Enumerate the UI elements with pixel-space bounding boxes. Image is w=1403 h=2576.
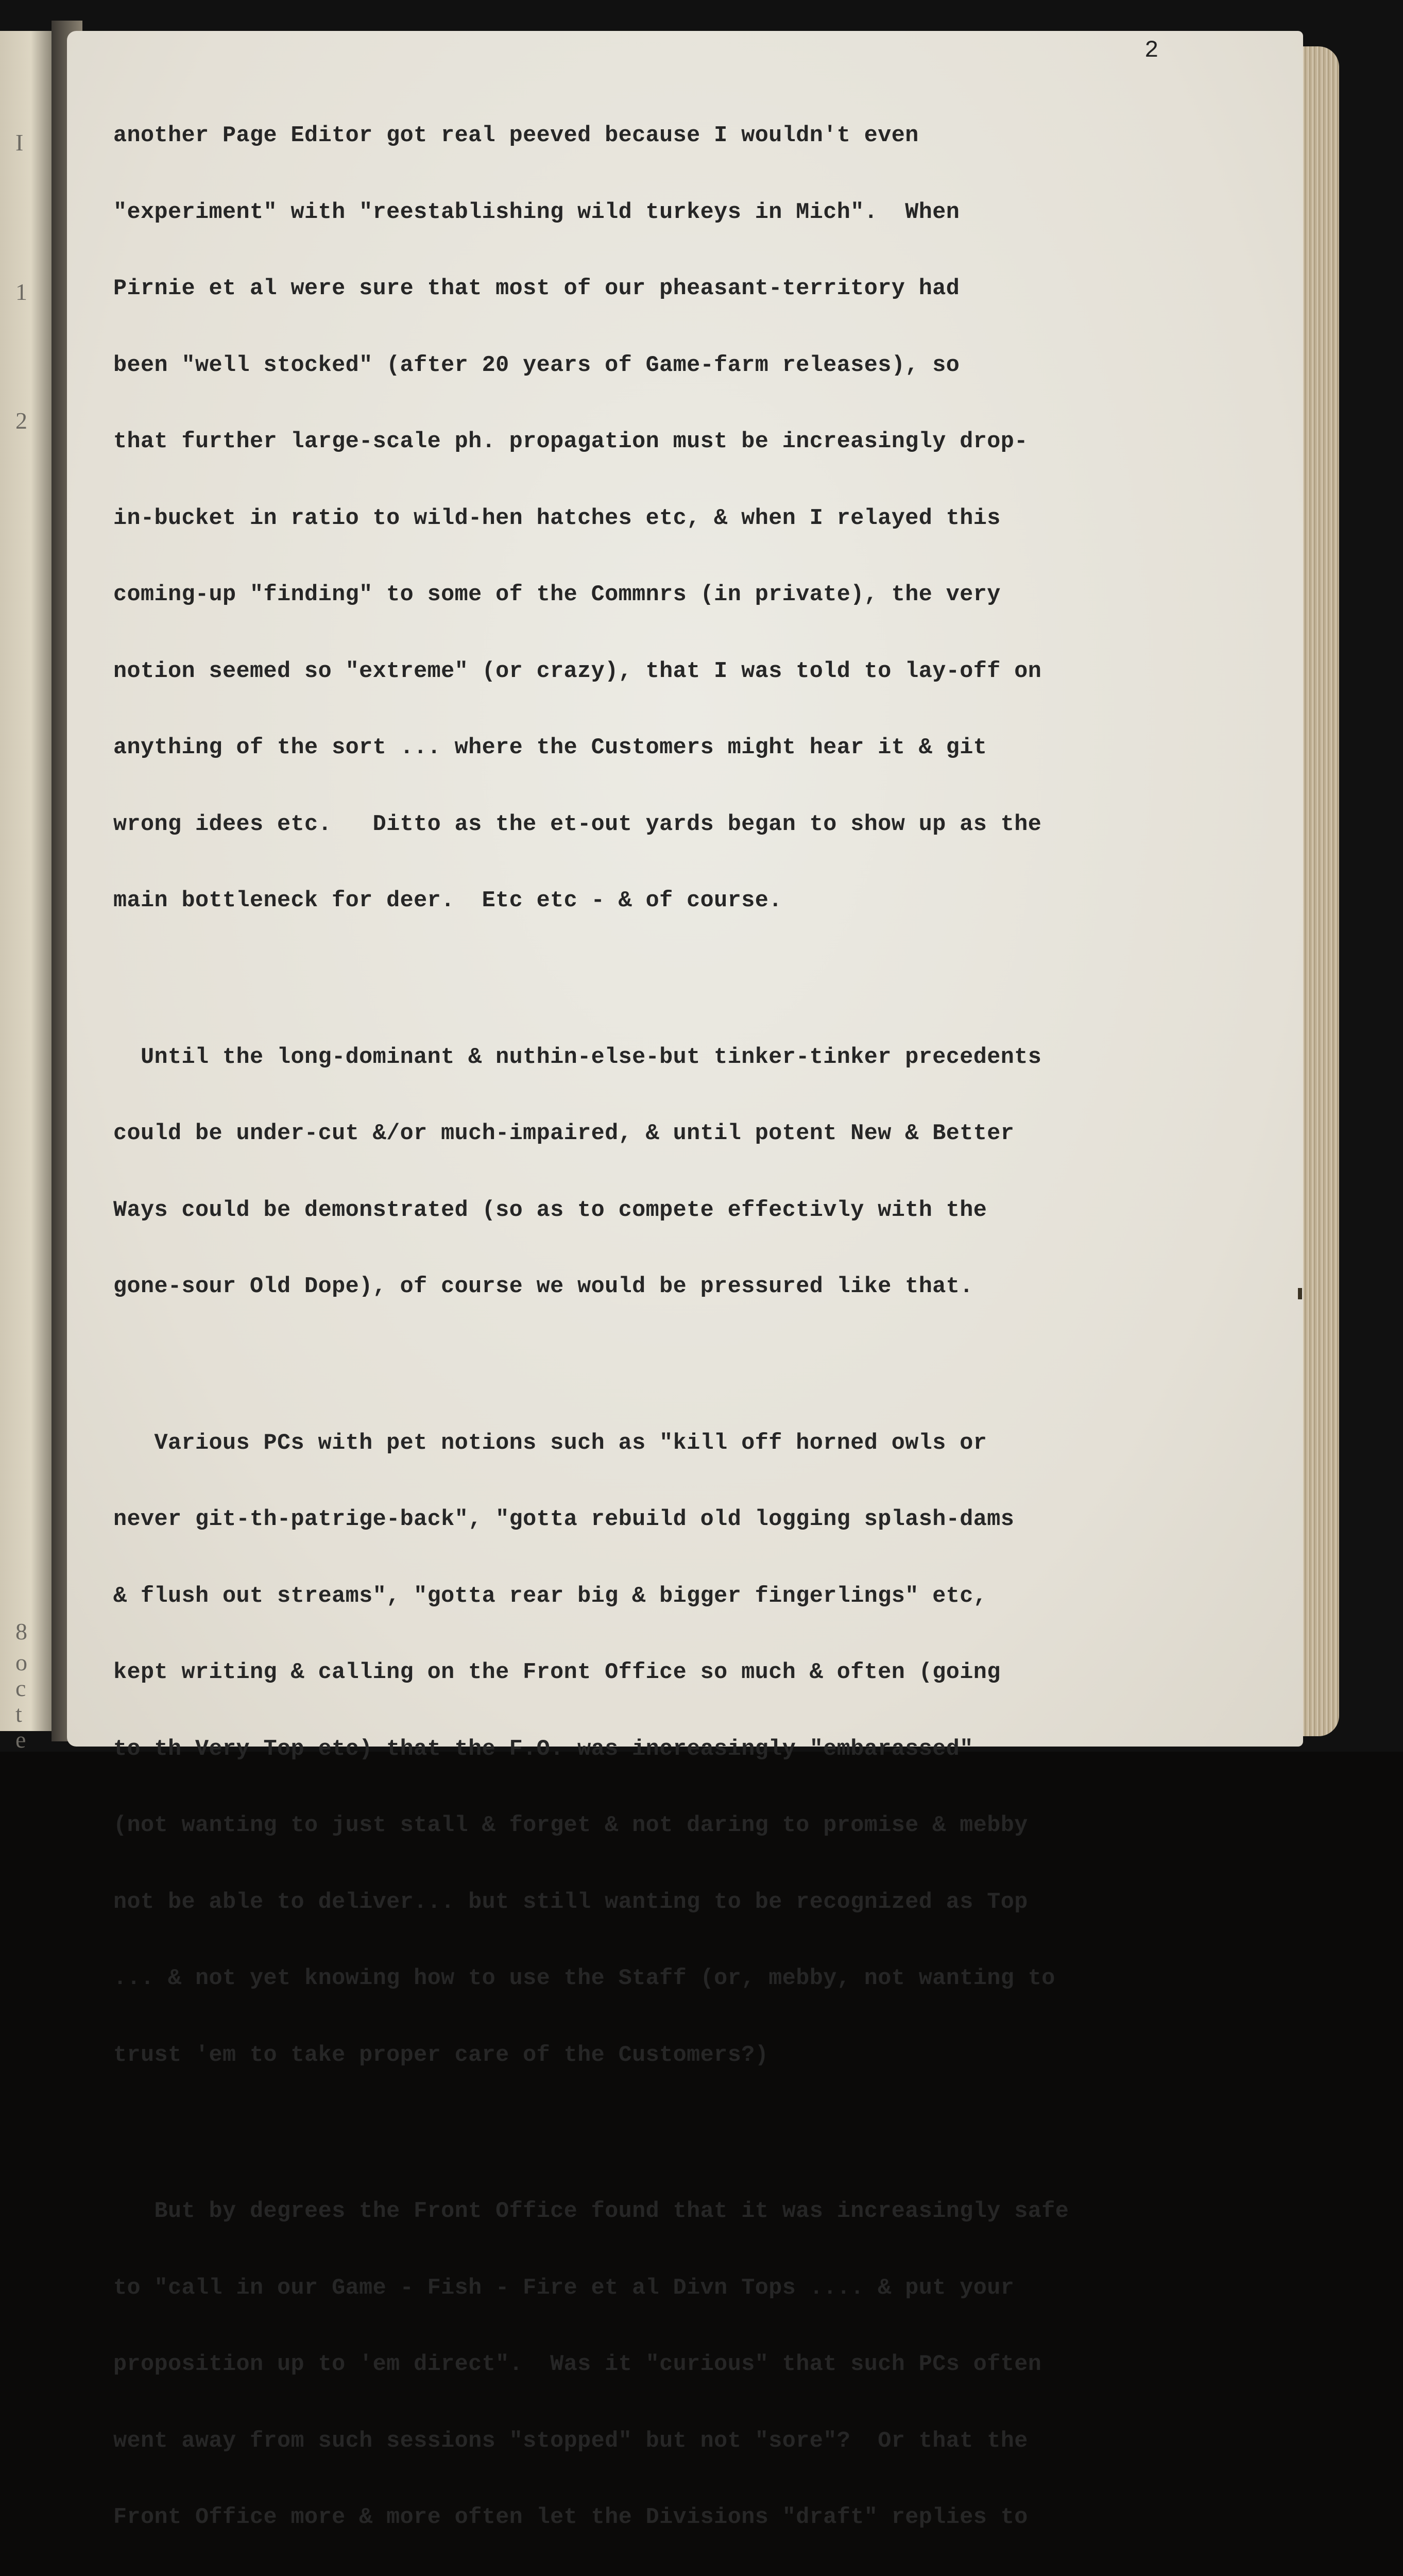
text-line: "experiment" with "reestablishing wild turkeys in Mich". When	[113, 199, 960, 225]
text-line: kept writing & calling on the Front Office so much & often (going	[113, 1660, 1001, 1685]
text-line: Various PCs with pet notions such as "kill off horned owls or	[113, 1430, 987, 1456]
text-line: proposition up to 'em direct". Was it "curious" that such PCs often	[113, 2352, 1042, 2377]
text-line: trust 'em to take proper care of the Customers?)	[113, 2042, 769, 2068]
text-line: & flush out streams", "gotta rear big & bigger fingerlings" etc,	[113, 1583, 987, 1609]
text-line: Front Office more & more often let the Divisions "draft" replies to	[113, 2505, 1028, 2530]
text-line: went away from such sessions "stopped" but not "sore"? Or that the	[113, 2428, 1028, 2454]
text-line: in-bucket in ratio to wild-hen hatches etc, & when I relayed this	[113, 505, 1001, 531]
text-line: coming-up "finding" to some of the Commnrs (in private), the very	[113, 582, 1001, 607]
text-line: Pirnie et al were sure that most of our pheasant-territory had	[113, 276, 960, 301]
paragraph-3	[113, 1380, 1267, 2120]
text-line: anything of the sort ... where the Customers might hear it & git	[113, 735, 987, 760]
text-line: But by degrees the Front Office found that it was increasingly safe	[113, 2199, 1069, 2224]
text-line: to th Very Top etc) that the F.O. was increasingly "embarassed"	[113, 1736, 973, 1762]
text-line: been "well stocked" (after 20 years of Game-farm releases), so	[113, 352, 960, 378]
paragraph-2	[113, 994, 1267, 1351]
text-line: (not wanting to just stall & forget & not daring to promise & mebby	[113, 1813, 1028, 1838]
text-line: main bottleneck for deer. Etc etc - & of course.	[113, 888, 782, 913]
paragraph-1	[113, 72, 1267, 965]
page-edge-tab	[1298, 1288, 1302, 1299]
paragraph-4	[113, 2148, 1267, 2576]
text-line: never git-th-patrige-back", "gotta rebuild old logging splash-dams	[113, 1507, 1015, 1532]
text-line: not be able to deliver... but still wanting to be recognized as Top	[113, 1889, 1028, 1915]
page-number: 2	[1144, 37, 1159, 64]
text-line: gone-sour Old Dope), of course we would be pressured like that.	[113, 1274, 973, 1299]
text-line: another Page Editor got real peeved because I wouldn't even	[113, 123, 919, 148]
text-line: could be under-cut &/or much-impaired, & until potent New & Better	[113, 1121, 1015, 1146]
text-line: to "call in our Game - Fish - Fire et al Divn Tops .... & put your	[113, 2275, 1015, 2301]
text-line: wrong idees etc. Ditto as the et-out yards began to show up as the	[113, 811, 1042, 837]
previous-page-edge	[0, 31, 52, 1753]
text-line: ... & not yet knowing how to use the Staff (or, mebby, not wanting to	[113, 1966, 1055, 1991]
text-line: Until the long-dominant & nuthin-else-but tinker-tinker precedents	[113, 1044, 1042, 1070]
text-line: Ways could be demonstrated (so as to compete effectivly with the	[113, 1197, 987, 1223]
text-line: that further large-scale ph. propagation must be increasingly drop-	[113, 429, 1028, 454]
previous-page-bleed-marks: I 1 2 8 o c t e	[15, 129, 27, 1753]
text-line: notion seemed so "extreme" (or crazy), that I was told to lay-off on	[113, 658, 1042, 684]
typewritten-body	[113, 72, 1267, 2576]
